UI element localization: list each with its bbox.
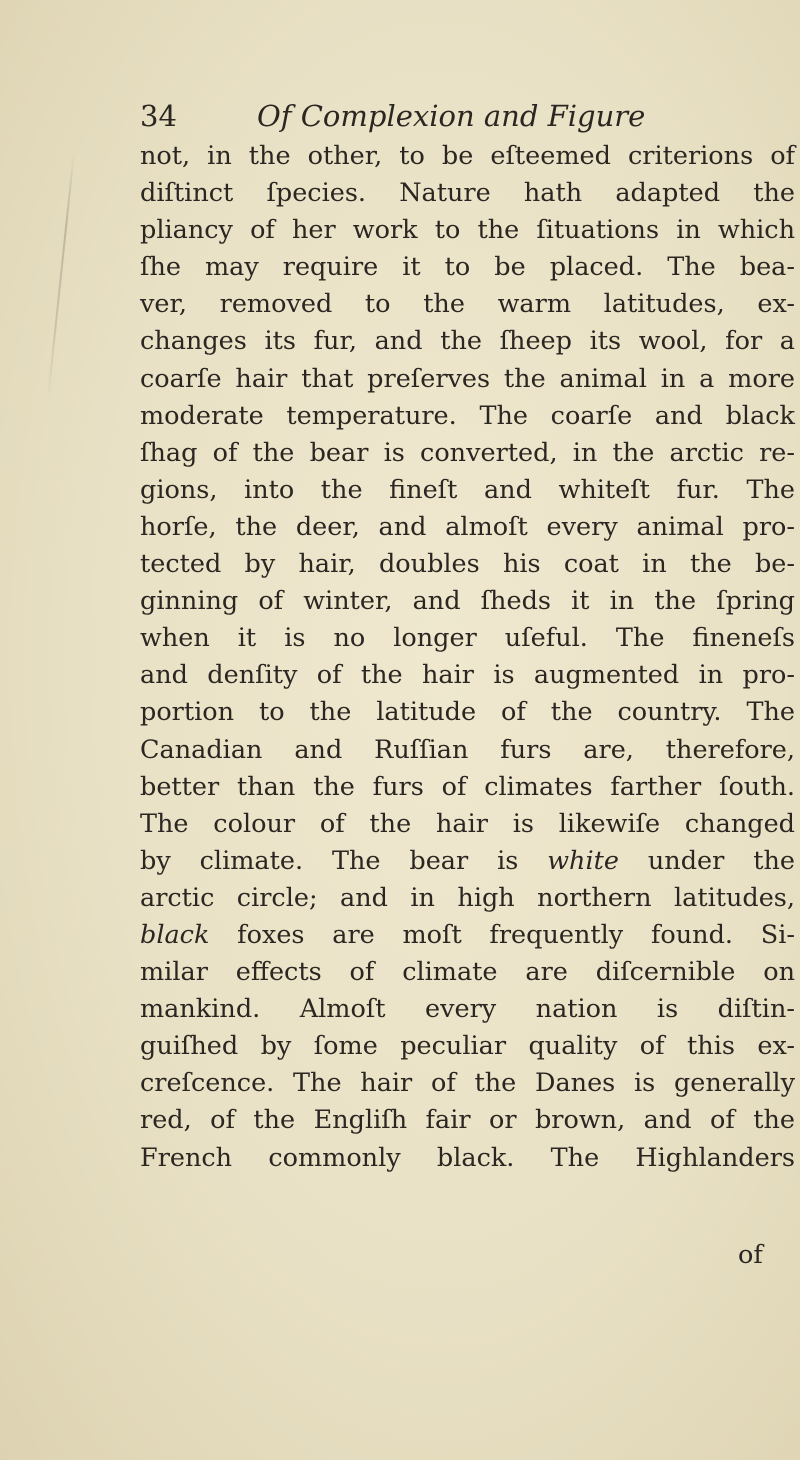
catchword: of: [738, 1240, 763, 1270]
page-number: 34: [140, 99, 177, 133]
page-header: [140, 96, 780, 136]
text-line: coarſe hair that preſerves the animal in a more: [140, 363, 795, 394]
text-line: portion to the latitude of the country. The: [140, 697, 795, 728]
text-line: pliancy of her work to the ſituations in which: [140, 215, 795, 246]
text-line: red, of the Engliſh fair or brown, and of the: [140, 1105, 795, 1136]
text-line: arctic circle; and in high northern latitudes,: [140, 882, 795, 913]
text-fragment: by climate. The bear is: [140, 845, 519, 876]
text-line-with-italic: [140, 843, 795, 880]
text-line: ver, removed to the warm latitudes, ex-: [140, 289, 795, 320]
text-line: guiſhed by ſome peculiar quality of this ex-: [140, 1031, 795, 1062]
text-line: diſtinct ſpecies. Nature hath adapted the: [140, 178, 795, 209]
text-line: gions, into the fineſt and whiteſt fur. The: [140, 474, 795, 505]
text-line: ſhag of the bear is converted, in the arctic re-: [140, 437, 795, 468]
text-fragment: foxes are moſt frequently found. Si-: [237, 919, 795, 950]
text-line: and denſity of the hair is augmented in pro-: [140, 660, 795, 691]
italic-word-black: black: [140, 919, 210, 950]
italic-word-white: white: [547, 845, 619, 876]
text-line: creſcence. The hair of the Danes is generally: [140, 1068, 795, 1099]
text-line: changes its fur, and the ſheep its wool, for a: [140, 326, 795, 357]
text-line: when it is no longer uſeful. The fineneſs: [140, 623, 795, 654]
text-line-with-italic: [140, 917, 795, 954]
text-line: moderate temperature. The coarſe and black: [140, 400, 795, 431]
text-line: mankind. Almoſt every nation is diſtin-: [140, 994, 795, 1025]
text-line: not, in the other, to be eſteemed criterions of: [140, 141, 795, 171]
text-fragment: under the: [647, 845, 795, 876]
text-line: ginning of winter, and ſheds it in the ſpring: [140, 586, 795, 617]
text-line: horſe, the deer, and almoſt every animal pro-: [140, 511, 795, 542]
text-line: better than the furs of climates farther ſouth.: [140, 771, 795, 802]
text-line: tected by hair, doubles his coat in the be-: [140, 549, 795, 580]
running-title: Of Complexion and Figure: [257, 99, 646, 133]
text-line: ſhe may require it to be placed. The bea-: [140, 252, 795, 283]
text-line: French commonly black. The Highlanders: [140, 1142, 795, 1173]
text-line: Canadian and Ruſſian furs are, therefore,: [140, 734, 795, 765]
text-line: The colour of the hair is likewiſe changed: [140, 808, 795, 839]
page-edge-shadow: [47, 151, 75, 400]
body-text: [140, 138, 795, 1177]
text-line: milar effects of climate are diſcernible on: [140, 957, 795, 988]
